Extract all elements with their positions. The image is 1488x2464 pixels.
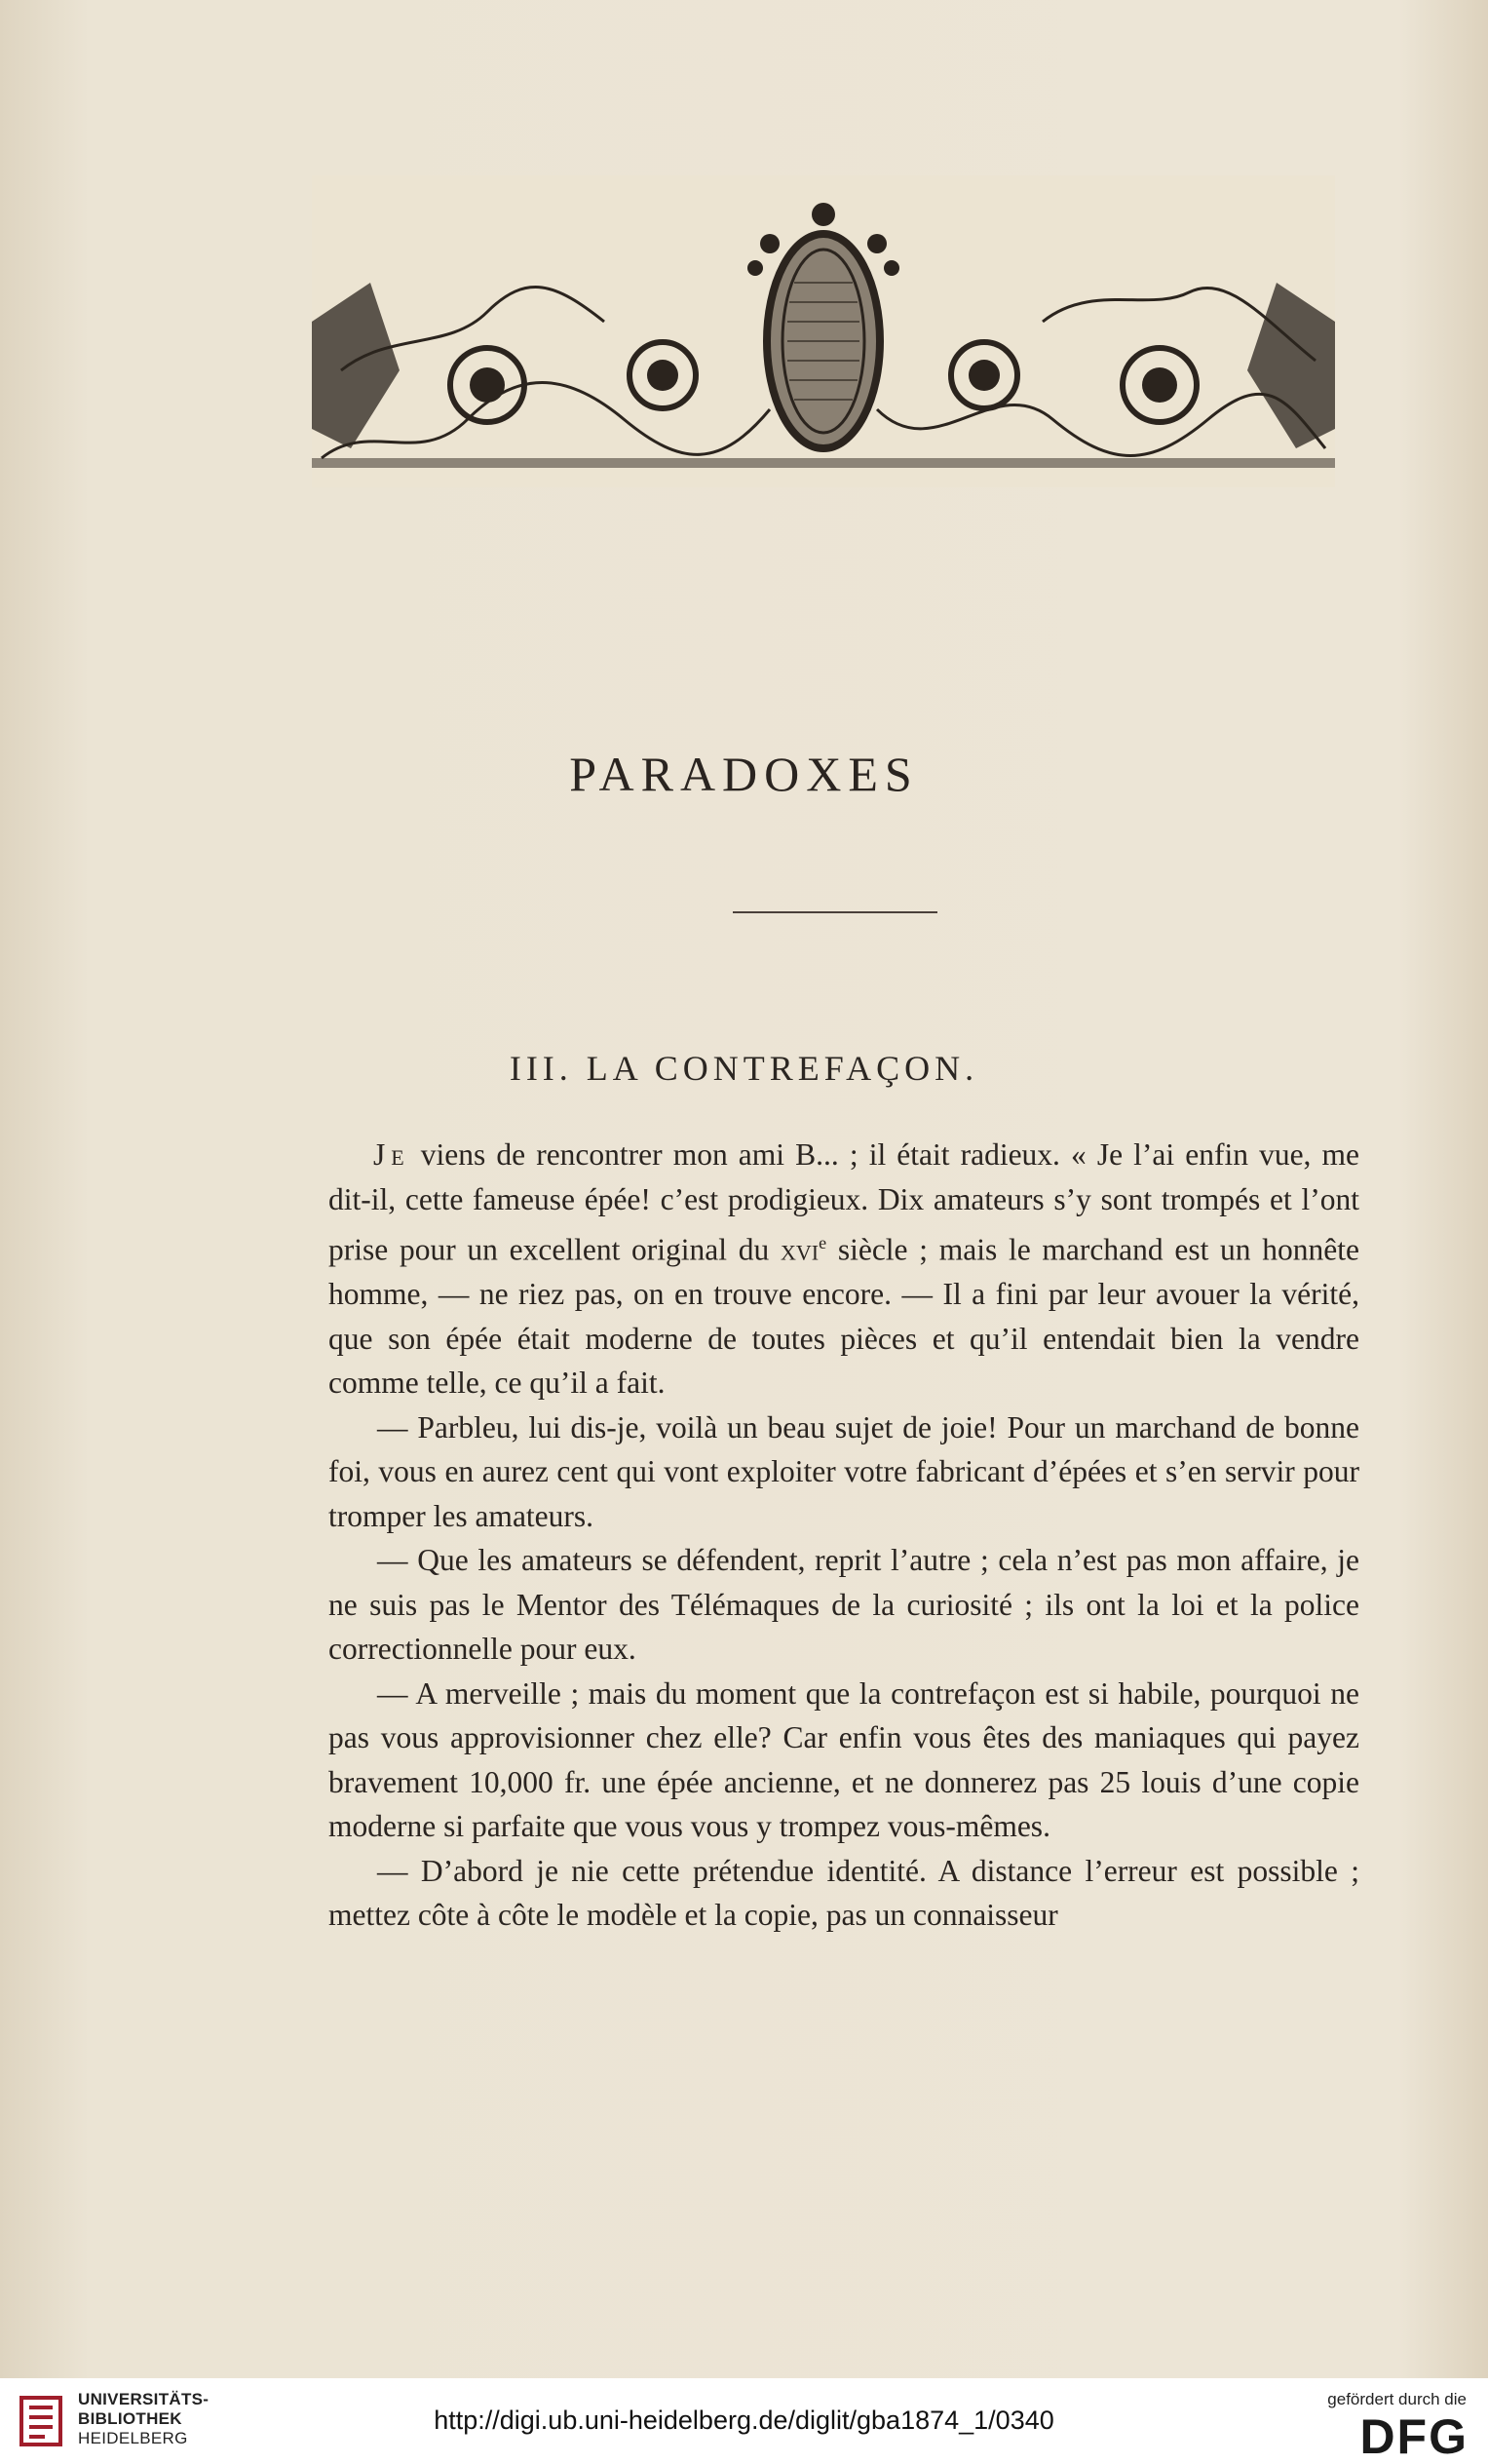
paragraph-4: — A merveille ; mais du moment que la contrefaçon est si habile, pourquoi ne pas vous approvisionner chez elle? Car enfin vous êtes des maniaques qui payez bravement 10,000 fr. une épée ancienne, et ne donnerez pas 25 louis d’une copie moderne si parfaite que vous vous y trompez vous-mêmes. [328,1675,1359,1843]
paragraph-2: — Parbleu, lui dis-je, voilà un beau sujet de joie! Pour un marchand de bonne foi, vous en aurez cent qui vont exploiter votre fabricant d’épées et s’en servir pour tromper les amateurs. [328,1409,1359,1533]
page-title: PARADOXES [569,747,919,801]
dfg-logo: DFG [1359,2409,1469,2464]
century-numeral: xvi [781,1232,820,1267]
paragraph-1-text: viens de rencontrer mon ami B... ; il était radieux. « Je l’ai enfin vue, me dit-il, cette fameuse épée! c’est prodigieux. Dix amateurs s’y sont trompés et l’ont prise pour un excellent original du [328,1137,1359,1267]
library-line-2: BIBLIOTHEK [78,2409,182,2428]
paragraph-1-text-cont: siècle ; mais le marchand est un honnête homme, — ne riez pas, on en trouve encore. — Il a fini par leur avouer la vérité, que son épée était moderne de toutes pièces et qu’il entendait bien la vendre comme telle, ce qu’il a fait. [328,1232,1359,1400]
century-superscript: e [819,1233,827,1252]
paragraph-3: — Que les amateurs se défendent, reprit l’autre ; cela n’est pas mon affaire, je ne suis pas le Mentor des Télémaques de la curiosité ; ils ont la loi et la police correctionnelle pour eux. [328,1543,1359,1666]
chapter-heading: III. LA CONTREFAÇON. [509,1049,979,1088]
funding-note: gefördert durch die [1327,2390,1467,2408]
paragraph-5: — D’abord je nie cette prétendue identité. A distance l’erreur est possible ; mettez côte à côte le modèle et la copie, pas un connaisseur [328,1853,1359,1932]
library-line-1: UNIVERSITÄTS- [78,2390,210,2408]
paragraph-1 [328,1133,1359,1405]
drop-cap: Je [373,1137,410,1172]
source-url-link[interactable]: http://digi.ub.uni-heidelberg.de/diglit/gba1874_1/0340 [434,2406,1054,2435]
footer-bar [0,2378,1488,2464]
body-text [328,1133,1359,1938]
ornamental-vignette [312,175,1335,487]
title-divider [733,911,937,913]
library-line-3: HEIDELBERG [78,2429,188,2447]
